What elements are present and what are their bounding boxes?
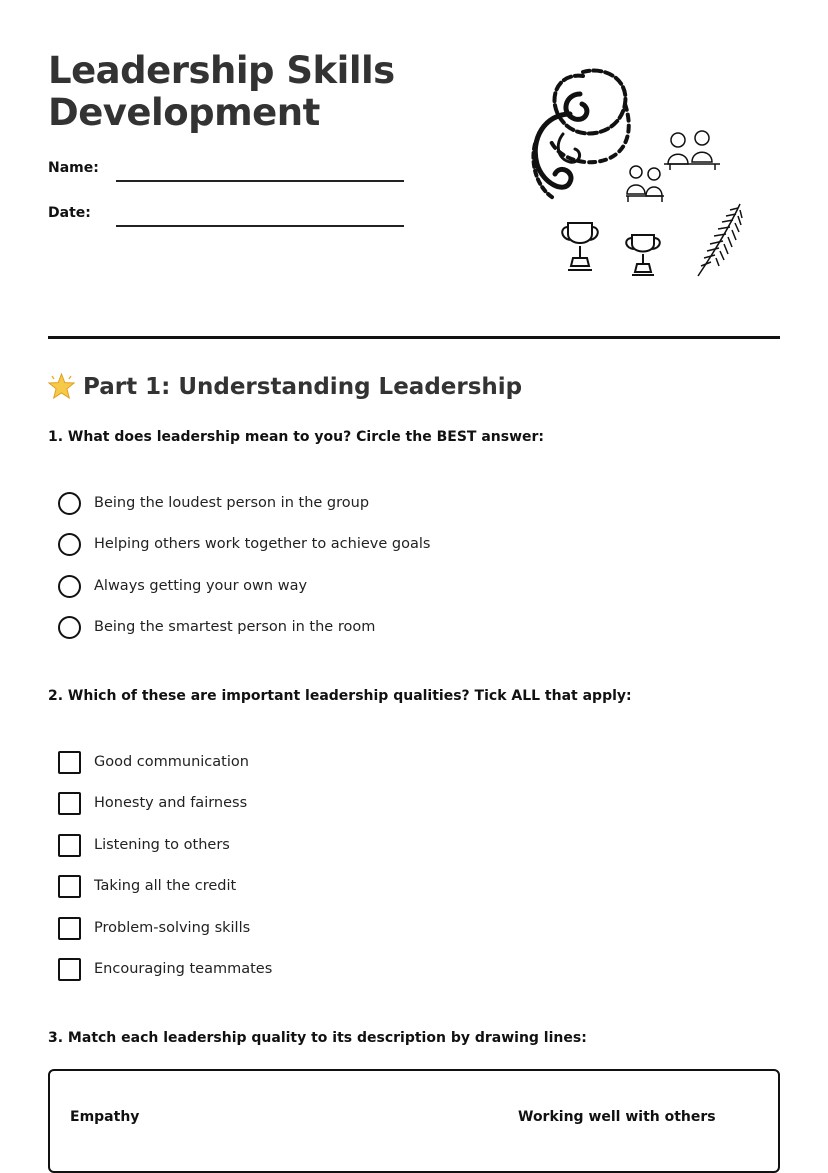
checkbox[interactable] — [58, 958, 81, 981]
checkbox-option[interactable] — [58, 874, 236, 898]
glowing-star-icon — [48, 373, 75, 400]
option-label: Problem-solving skills — [94, 920, 251, 936]
option-label: Helping others work together to achieve goals — [94, 536, 431, 552]
option-label: Always getting your own way — [94, 578, 308, 594]
checkbox[interactable] — [58, 792, 81, 815]
checkbox[interactable] — [58, 751, 81, 774]
checkbox-option[interactable] — [58, 791, 247, 815]
date-field[interactable] — [116, 225, 404, 227]
option-label: Encouraging teammates — [94, 961, 273, 977]
children-icon — [620, 126, 730, 206]
checkbox-option[interactable] — [58, 916, 250, 940]
question-3: 3. Match each leadership quality to its description by drawing lines: — [48, 1030, 587, 1046]
radio-circle[interactable] — [58, 616, 81, 639]
radio-option[interactable] — [58, 574, 307, 598]
radio-circle[interactable] — [58, 492, 81, 515]
checkbox-option[interactable] — [58, 833, 230, 857]
part-1-heading — [48, 373, 522, 400]
radio-option[interactable] — [58, 491, 369, 515]
radio-option[interactable] — [58, 532, 430, 556]
trophy-icon — [558, 220, 602, 274]
match-left-item[interactable]: Empathy — [70, 1109, 140, 1125]
section-divider — [48, 336, 780, 339]
checkbox-option[interactable] — [58, 957, 272, 981]
option-label: Being the loudest person in the group — [94, 495, 370, 511]
part-1-title: Part 1: Understanding Leadership — [83, 373, 523, 400]
match-right-item[interactable]: Working well with others — [518, 1109, 716, 1125]
option-label: Honesty and fairness — [94, 795, 248, 811]
trophy-icon — [621, 232, 665, 278]
radio-option[interactable] — [58, 615, 375, 639]
checkbox[interactable] — [58, 834, 81, 857]
radio-circle[interactable] — [58, 575, 81, 598]
date-label: Date: — [48, 205, 91, 221]
option-label: Being the smartest person in the room — [94, 619, 376, 635]
checkbox[interactable] — [58, 875, 81, 898]
radio-circle[interactable] — [58, 533, 81, 556]
name-field[interactable] — [116, 180, 404, 182]
matching-box — [48, 1069, 780, 1173]
option-label: Listening to others — [94, 837, 230, 853]
name-label: Name: — [48, 160, 99, 176]
fern-icon — [694, 200, 746, 280]
question-1: 1. What does leadership mean to you? Circle the BEST answer: — [48, 429, 545, 445]
checkbox-option[interactable] — [58, 750, 249, 774]
checkbox[interactable] — [58, 917, 81, 940]
option-label: Taking all the credit — [94, 878, 237, 894]
page-title: Leadership Skills Development — [48, 49, 395, 134]
question-2: 2. Which of these are important leadership qualities? Tick ALL that apply: — [48, 688, 632, 704]
option-label: Good communication — [94, 754, 249, 770]
